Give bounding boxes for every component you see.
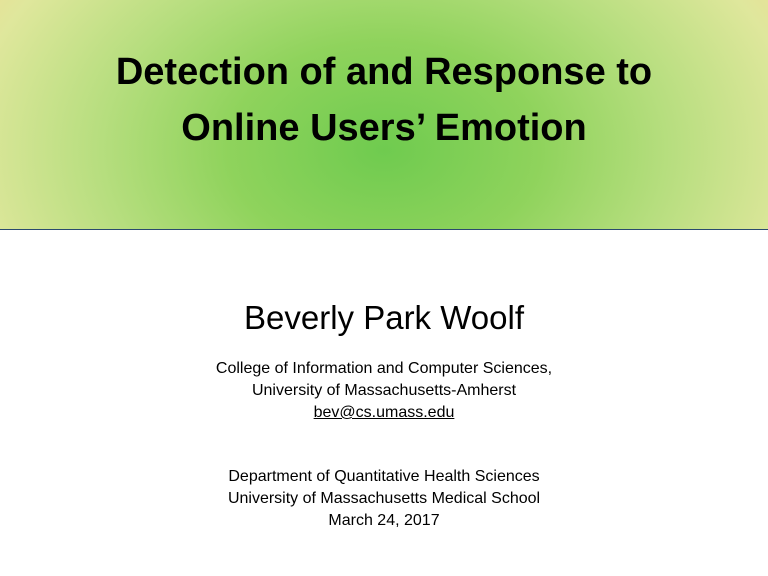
author-name: Beverly Park Woolf: [244, 299, 524, 336]
title-banner: [0, 0, 768, 230]
presentation-date: March 24, 2017: [328, 512, 440, 529]
affiliation-line-2: University of Massachusetts-Amherst: [251, 382, 517, 399]
department-block: [0, 466, 768, 532]
affiliation-block: [0, 358, 768, 424]
title-line-2: Online Users’ Emotion: [181, 107, 587, 149]
slide-title: [40, 44, 728, 156]
department-line-2: University of Massachusetts Medical School: [227, 490, 541, 507]
department-line-1: Department of Quantitative Health Sciences: [228, 468, 540, 485]
email-link[interactable]: bev@cs.umass.edu: [313, 404, 455, 421]
title-line-1: Detection of and Response to: [115, 51, 653, 93]
affiliation-line-1: College of Information and Computer Sciences,: [215, 360, 553, 377]
